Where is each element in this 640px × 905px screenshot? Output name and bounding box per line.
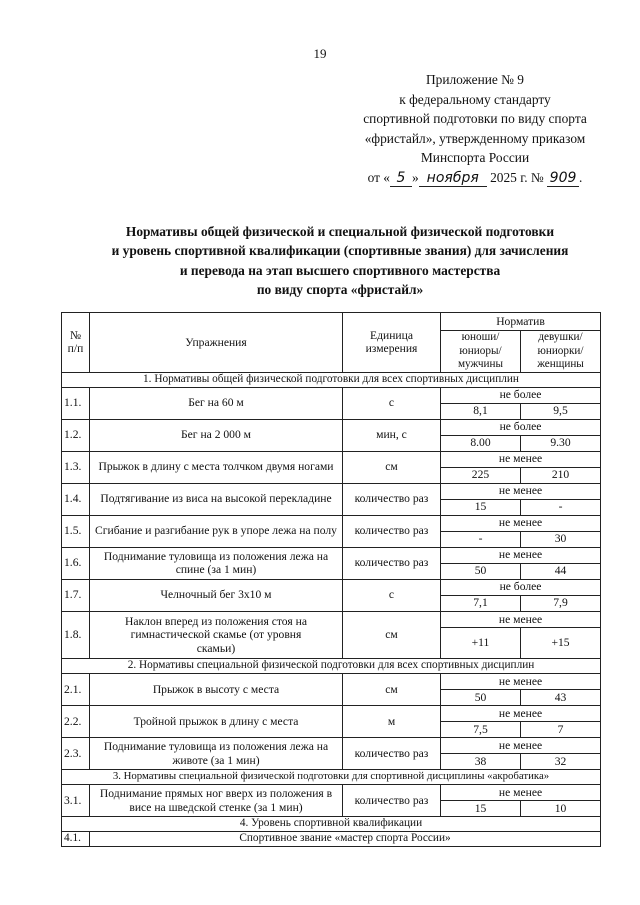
appendix-line: спортивной подготовки по виду спорта	[363, 111, 587, 126]
section-row	[62, 770, 601, 785]
row-qualification: Спортивное звание «мастер спорта России»	[90, 832, 601, 847]
row-condition: не менее	[441, 515, 601, 531]
row-female-value: 32	[521, 754, 601, 770]
row-male-value: 7,5	[441, 722, 521, 738]
row-num: 2.1.	[62, 674, 90, 706]
date-month: ноября	[419, 171, 487, 187]
title-line: Нормативы общей физической и специальной физической подготовки	[125, 224, 555, 239]
row-exercise: Поднимание туловища из положения лежа на спине (за 1 мин)	[90, 547, 343, 579]
row-unit: количество раз	[343, 547, 441, 579]
row-female-value: 44	[521, 563, 601, 579]
row-female-value: 30	[521, 531, 601, 547]
header-norm: Норматив	[441, 313, 601, 331]
row-condition: не менее	[441, 738, 601, 754]
row-exercise: Наклон вперед из положения стоя на гимнастической скамье (от уровня скамьи)	[90, 611, 343, 659]
row-unit: мин, с	[343, 419, 441, 451]
row-num: 1.3.	[62, 451, 90, 483]
row-exercise: Подтягивание из виса на высокой перекладине	[90, 483, 343, 515]
table-row	[62, 547, 601, 563]
row-condition: не менее	[441, 483, 601, 499]
date-quote: »	[412, 169, 419, 185]
row-unit: количество раз	[343, 738, 441, 770]
table-row	[62, 515, 601, 531]
header-unit: Единица измерения	[343, 313, 441, 373]
row-exercise: Прыжок в высоту с места	[90, 674, 343, 706]
row-female-value: -	[521, 499, 601, 515]
appendix-line: Приложение № 9	[425, 72, 525, 87]
row-female-value: +15	[521, 628, 601, 659]
row-num: 1.8.	[62, 611, 90, 659]
appendix-line: «фристайл», утвержденному приказом	[364, 130, 586, 146]
row-exercise: Челночный бег 3х10 м	[90, 579, 343, 611]
date-year: 2025 г. №	[490, 169, 544, 185]
date-prefix: от «	[367, 169, 391, 185]
section-title: 1. Нормативы общей физической подготовки для всех спортивных дисциплин	[62, 372, 601, 387]
row-unit: с	[343, 387, 441, 419]
order-number: 909	[547, 171, 579, 187]
row-unit: количество раз	[343, 483, 441, 515]
row-num: 1.5.	[62, 515, 90, 547]
appendix-date-line: от « 5 » ноября 2025 г. № 909 .	[367, 169, 583, 186]
table-row	[62, 785, 601, 801]
header-num: № п/п	[62, 313, 90, 373]
row-condition: не более	[441, 387, 601, 403]
row-unit: см	[343, 611, 441, 659]
row-male-value: +11	[441, 628, 521, 659]
row-unit: с	[343, 579, 441, 611]
row-condition: не более	[441, 579, 601, 595]
row-num: 4.1.	[62, 832, 90, 847]
row-condition: не менее	[441, 674, 601, 690]
row-condition: не более	[441, 419, 601, 435]
header-row	[62, 313, 601, 331]
row-num: 1.1.	[62, 387, 90, 419]
row-num: 1.2.	[62, 419, 90, 451]
row-exercise: Бег на 60 м	[90, 387, 343, 419]
row-exercise: Тройной прыжок в длину с места	[90, 706, 343, 738]
row-exercise: Бег на 2 000 м	[90, 419, 343, 451]
table-row	[62, 738, 601, 754]
table-row	[62, 419, 601, 435]
appendix-line: к федеральному стандарту	[399, 91, 551, 107]
table-row	[62, 832, 601, 847]
section-row	[62, 659, 601, 674]
row-female-value: 9,5	[521, 403, 601, 419]
row-exercise: Прыжок в длину с места толчком двумя ногами	[90, 451, 343, 483]
row-female-value: 210	[521, 467, 601, 483]
row-male-value: 15	[441, 801, 521, 817]
row-female-value: 7	[521, 722, 601, 738]
section-title: 4. Уровень спортивной квалификации	[62, 817, 601, 832]
row-num: 1.6.	[62, 547, 90, 579]
row-male-value: 38	[441, 754, 521, 770]
row-female-value: 9.30	[521, 435, 601, 451]
section-title: 2. Нормативы специальной физической подготовки для всех спортивных дисциплин	[62, 659, 601, 674]
row-female-value: 7,9	[521, 595, 601, 611]
row-male-value: -	[441, 531, 521, 547]
row-condition: не менее	[441, 706, 601, 722]
page-number: 19	[313, 46, 327, 61]
row-num: 1.7.	[62, 579, 90, 611]
norms-table	[61, 312, 601, 847]
date-day: 5	[390, 171, 412, 187]
header-male: юноши/ юниоры/ мужчины	[441, 331, 521, 373]
row-unit: количество раз	[343, 785, 441, 817]
section-row	[62, 372, 601, 387]
table-row	[62, 387, 601, 403]
row-male-value: 50	[441, 563, 521, 579]
row-male-value: 225	[441, 467, 521, 483]
row-num: 2.3.	[62, 738, 90, 770]
row-male-value: 7,1	[441, 595, 521, 611]
row-female-value: 43	[521, 690, 601, 706]
title-line: по виду спорта «фристайл»	[256, 281, 424, 297]
row-male-value: 15	[441, 499, 521, 515]
row-unit: м	[343, 706, 441, 738]
row-exercise: Поднимание туловища из положения лежа на животе (за 1 мин)	[90, 738, 343, 770]
appendix-block	[340, 70, 610, 187]
row-num: 3.1.	[62, 785, 90, 817]
row-male-value: 50	[441, 690, 521, 706]
row-condition: не менее	[441, 785, 601, 801]
appendix-line: Минспорта России	[420, 150, 530, 165]
row-condition: не менее	[441, 547, 601, 563]
row-num: 2.2.	[62, 706, 90, 738]
section-title: 3. Нормативы специальной физической подготовки для спортивной дисциплины «акробатика»	[62, 770, 601, 785]
section-row	[62, 817, 601, 832]
row-condition: не менее	[441, 611, 601, 628]
row-male-value: 8,1	[441, 403, 521, 419]
table-row	[62, 674, 601, 690]
header-female: девушки/ юниорки/ женщины	[521, 331, 601, 373]
row-unit: см	[343, 674, 441, 706]
table-row	[62, 706, 601, 722]
title-line: и перевода на этап высшего спортивного мастерства	[179, 262, 501, 278]
row-num: 1.4.	[62, 483, 90, 515]
table-row	[62, 611, 601, 628]
row-unit: количество раз	[343, 515, 441, 547]
title-line: и уровень спортивной квалификации (спортивные звания) для зачисления	[111, 243, 569, 259]
row-unit: см	[343, 451, 441, 483]
row-exercise: Поднимание прямых ног вверх из положения в висе на шведской стенке (за 1 мин)	[90, 785, 343, 817]
row-female-value: 10	[521, 801, 601, 817]
header-exercise: Упражнения	[90, 313, 343, 373]
table-row	[62, 579, 601, 595]
document-title	[60, 222, 620, 299]
row-exercise: Сгибание и разгибание рук в упоре лежа на полу	[90, 515, 343, 547]
row-condition: не менее	[441, 451, 601, 467]
table-row	[62, 451, 601, 467]
row-male-value: 8.00	[441, 435, 521, 451]
table-row	[62, 483, 601, 499]
